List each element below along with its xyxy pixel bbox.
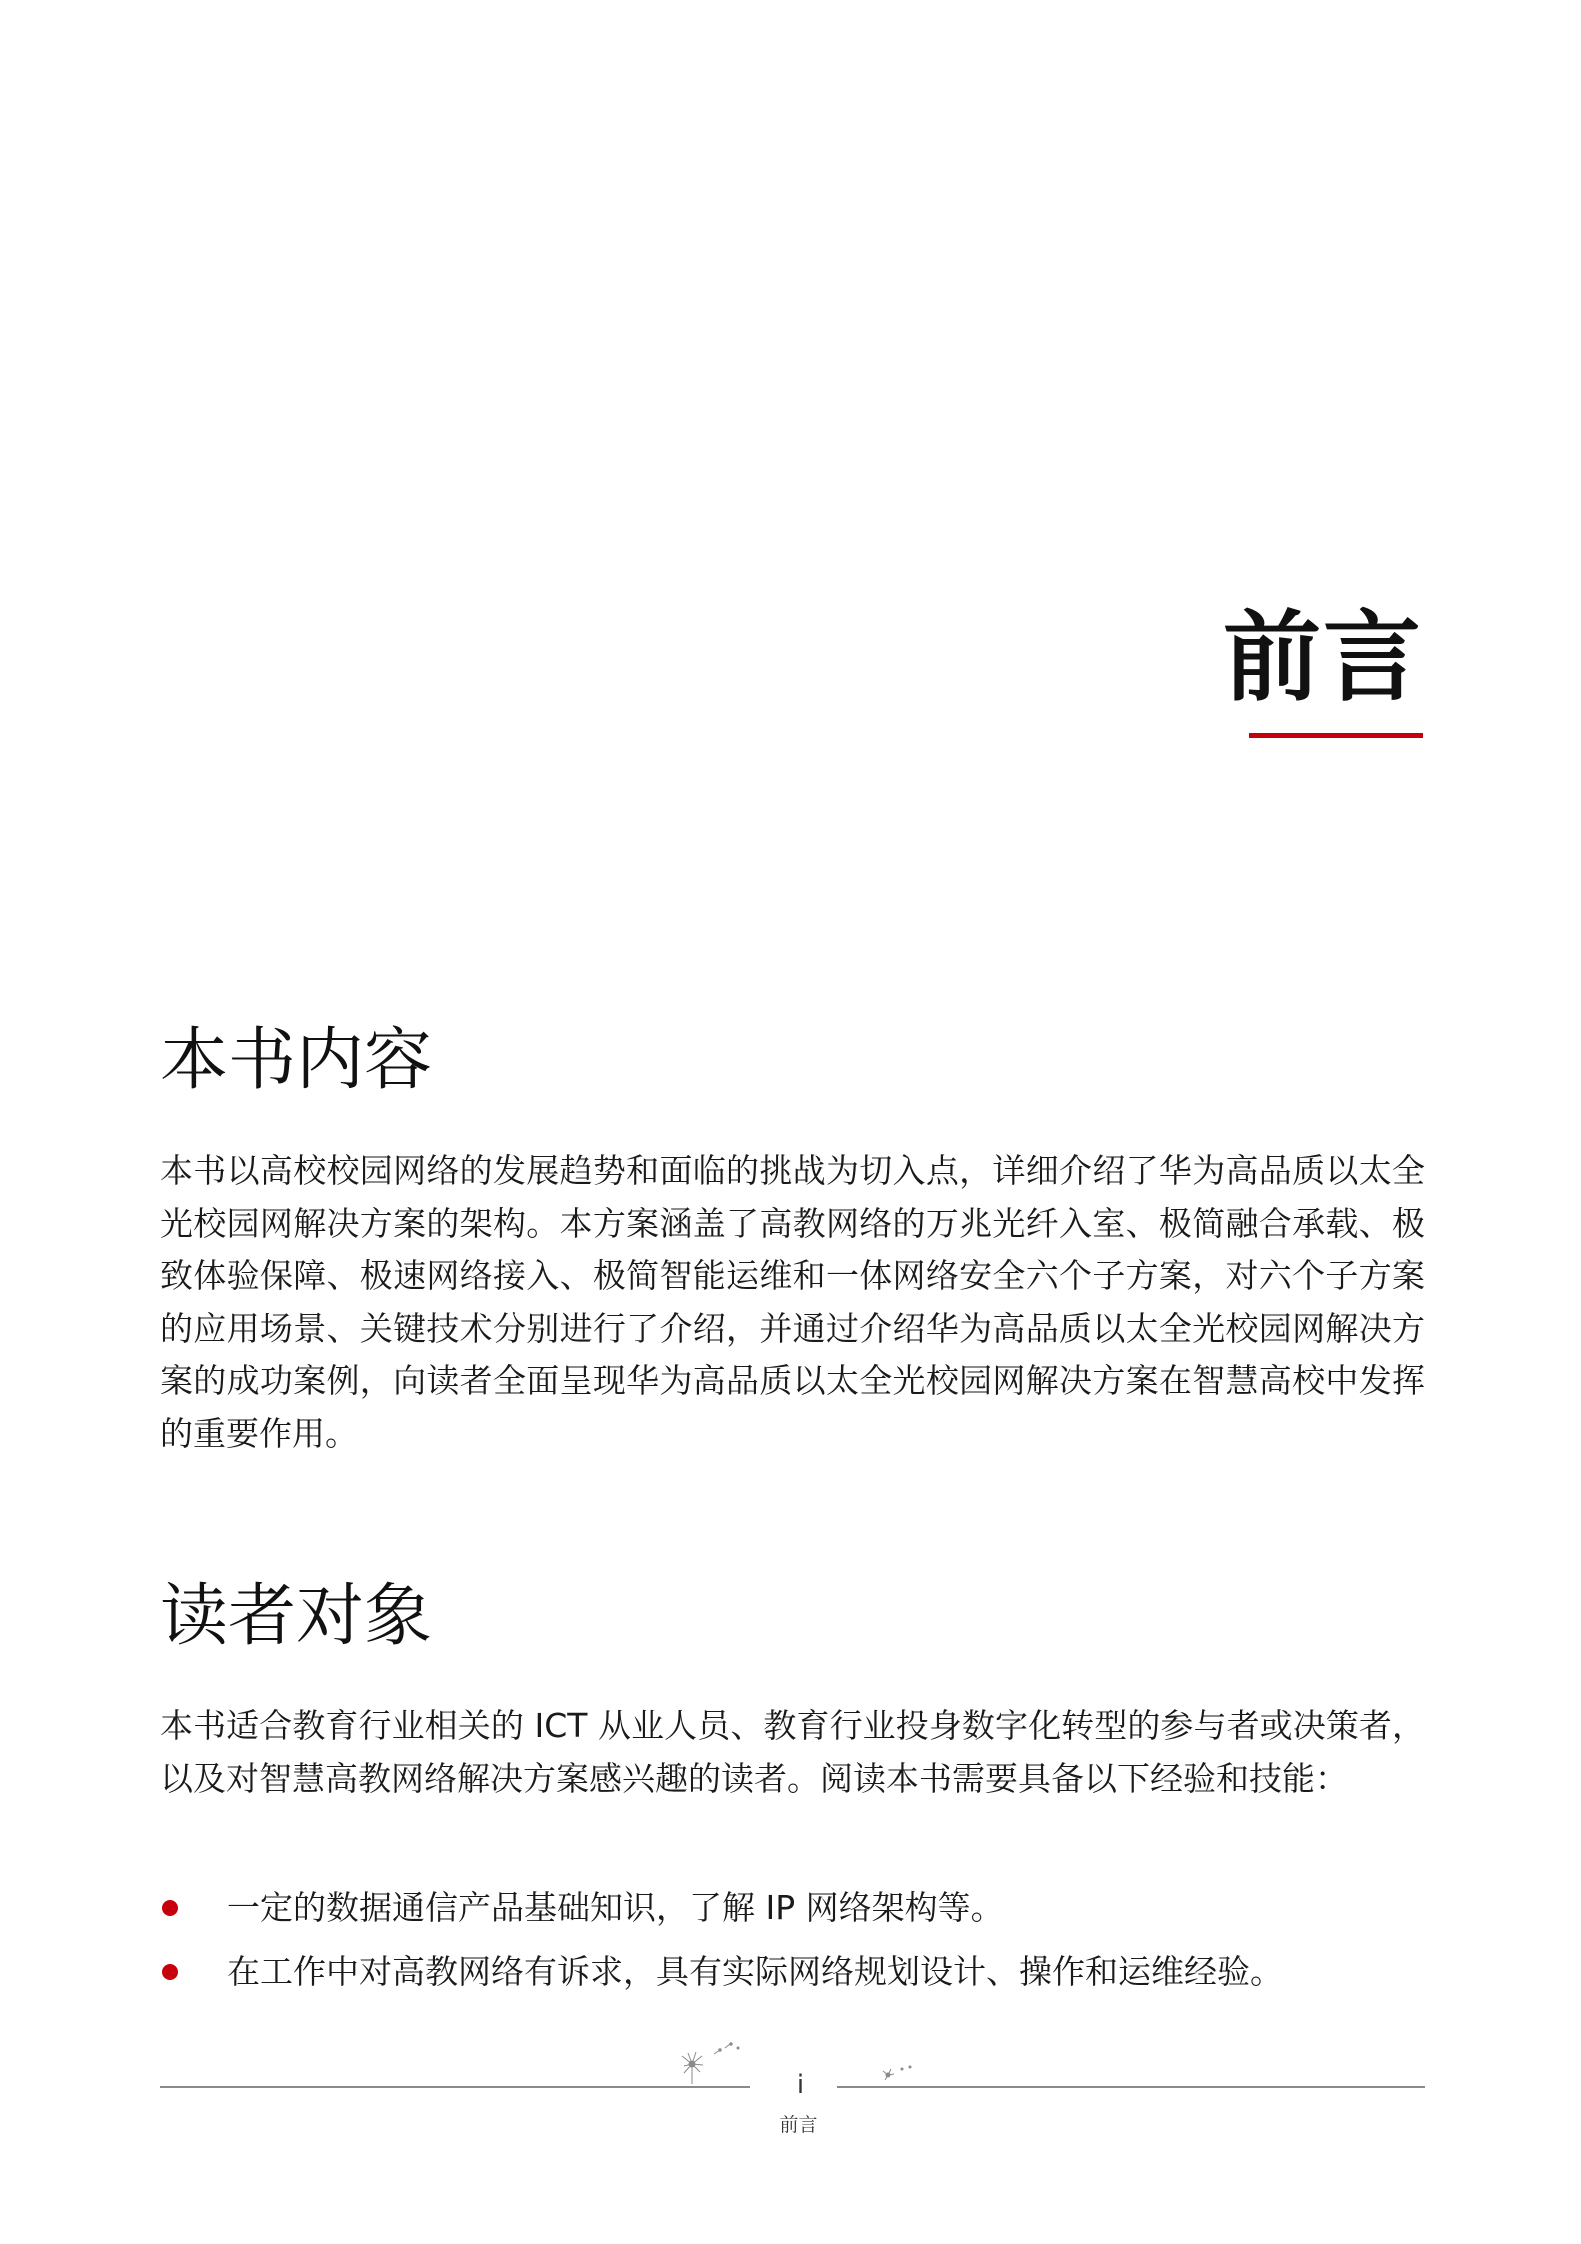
list-item-text: 一定的数据通信产品基础知识，了解 IP 网络架构等。 xyxy=(227,1888,1004,1927)
page-title: 前言 xyxy=(1222,601,1423,715)
book-content-paragraph: 本书以高校校园网络的发展趋势和面临的挑战为切入点，详细介绍了华为高品质以太全光校园网解决方案的架构。本方案涵盖了高教网络的万兆光纤入室、极简融合承载、极致体验保障、极速网络接入、极简智能运维和一体网络安全六个子方案，对六个子方案的应用场景、关键技术分别进行了介绍，并通过介绍华为高品质以太全光校园网解决方案的成功案例，向读者全面呈现华为高品质以太全光校园网解决方案在智慧高校中发挥的重要作用。 xyxy=(160,1151,1425,1453)
bullet-dot-icon xyxy=(162,1964,178,1980)
list-item-text: 在工作中对高教网络有诉求，具有实际网络规划设计、操作和运维经验。 xyxy=(227,1952,1283,1991)
section-heading-readers: 读者对象 xyxy=(160,1577,433,1656)
section-heading-book-content: 本书内容 xyxy=(160,1021,433,1100)
list-item xyxy=(160,1882,1425,1934)
title-underline xyxy=(1249,733,1423,738)
requirements-list xyxy=(160,1882,1425,2010)
footer-section-label: 前言 xyxy=(779,2114,818,2136)
bullet-dot-icon xyxy=(162,1900,178,1916)
list-item xyxy=(160,1946,1425,1998)
readers-paragraph: 本书适合教育行业相关的 ICT 从业人员、教育行业投身数字化转型的参与者或决策者，以及对智慧高教网络解决方案感兴趣的读者。阅读本书需要具备以下经验和技能： xyxy=(160,1706,1425,1798)
page-number: i xyxy=(796,2070,805,2100)
